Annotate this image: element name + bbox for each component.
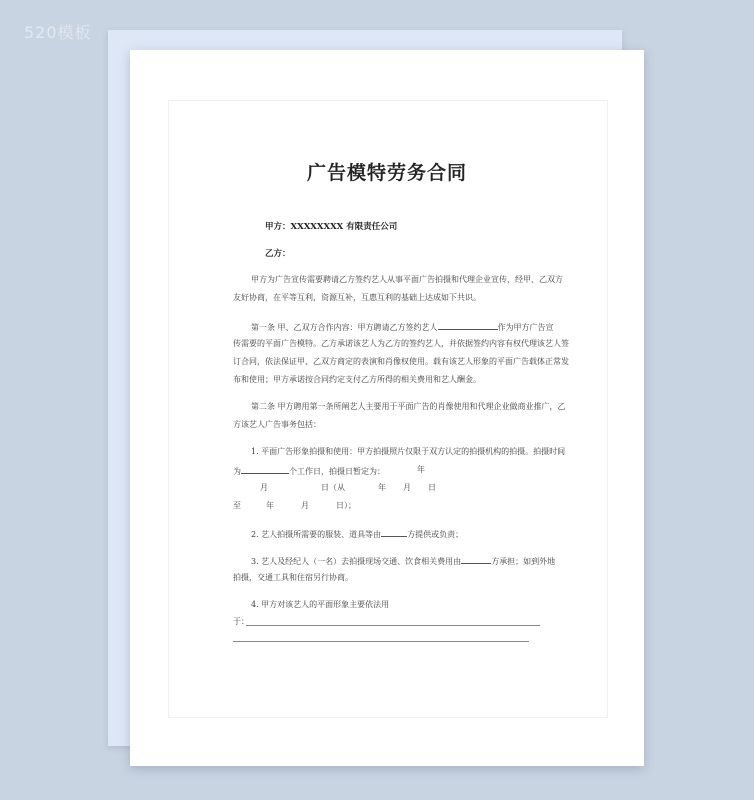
item2-post: 方提供或负责； — [407, 530, 464, 539]
article1-text-post: 作为甲方广告宣 — [497, 323, 554, 332]
article1-line-1 — [251, 321, 554, 333]
item4-line-2: 于： — [233, 617, 249, 626]
intro-line-2: 友好协商，在平等互利，资源互补，互惠互利的基础上达成如下共识。 — [233, 293, 481, 302]
article2-line-2: 方该艺人广告事务包括： — [233, 420, 321, 429]
item2-party-blank — [381, 528, 407, 537]
item1-mid: 个工作日，拍摄日暂定为： — [289, 467, 385, 476]
document-page — [130, 50, 644, 766]
article2-line-1: 第二条 甲方聘用第一条所阐艺人主要用于平面广告的肖像使用和代理企业做商业推广，乙 — [251, 402, 566, 411]
item1-year-label: 年 — [417, 465, 425, 474]
item1-line-2 — [233, 465, 385, 477]
item3-party-blank — [461, 555, 491, 564]
intro-line-1: 甲方为广告宣传需要聘请乙方签约艺人从事平面广告拍摄和代理企业宣传，经甲、乙双方 — [251, 275, 563, 284]
item1-day-from: 日（从 — [321, 483, 345, 492]
item1-day-end: 日）； — [336, 501, 356, 510]
item1-month-2: 月 — [403, 483, 411, 492]
item2-pre: 2. 艺人拍摄所需要的服装、道具等由 — [251, 530, 382, 539]
item2-line — [251, 528, 463, 540]
item1-year-2: 年 — [378, 483, 386, 492]
item3-pre: 3. 艺人及经纪人（一名）去拍摄现场交通、饮食相关费用由 — [251, 557, 462, 566]
item1-pre: 为 — [233, 467, 241, 476]
artist-name-blank — [438, 321, 498, 330]
article1-line-4: 布和使用；甲方承诺按合同约定支付乙方所得的相关费用和艺人酬金。 — [233, 375, 481, 384]
article1-line-3: 订合同，依法保证甲、乙双方商定的表演和肖像权使用。载有该艺人形象的平面广告载体正常发 — [233, 357, 569, 366]
item1-month-3: 月 — [301, 501, 309, 510]
item1-day: 日 — [428, 483, 436, 492]
page-title: 广告模特劳务合同 — [306, 162, 467, 184]
article1-line-2: 传需要的平面广告模特。乙方承诺该艺人为乙方的签约艺人，并依据签约内容有权代理该艺人签 — [233, 339, 569, 348]
item1-month: 月 — [260, 483, 268, 492]
watermark: 520模板 — [24, 23, 92, 42]
workdays-blank — [241, 465, 289, 474]
item4-line-1: 4. 甲方对该艺人的平面形象主要依法用 — [251, 600, 390, 609]
item3-line-2: 拍摄，交通工具和住宿另行协商。 — [233, 573, 353, 582]
item3-line-1 — [251, 555, 555, 567]
party-a: 甲方：XXXXXXXX 有限责任公司 — [265, 222, 398, 232]
article1-text: 第一条 甲、乙双方合作内容：甲方聘请乙方签约艺人 — [251, 323, 438, 332]
party-b: 乙方： — [265, 249, 291, 259]
item3-post: 方承担；如到外地 — [491, 557, 556, 566]
usage-blank-line-1 — [246, 625, 540, 626]
item1-line-1: 1. 平面广告形象拍摄和使用：甲方拍摄照片仅限于双方认定的拍摄机构的拍摄。拍摄时间 — [251, 447, 566, 456]
usage-blank-line-2 — [233, 641, 529, 642]
contract-body — [130, 50, 644, 766]
item1-to: 至 — [233, 501, 241, 510]
item1-year-3: 年 — [266, 501, 274, 510]
